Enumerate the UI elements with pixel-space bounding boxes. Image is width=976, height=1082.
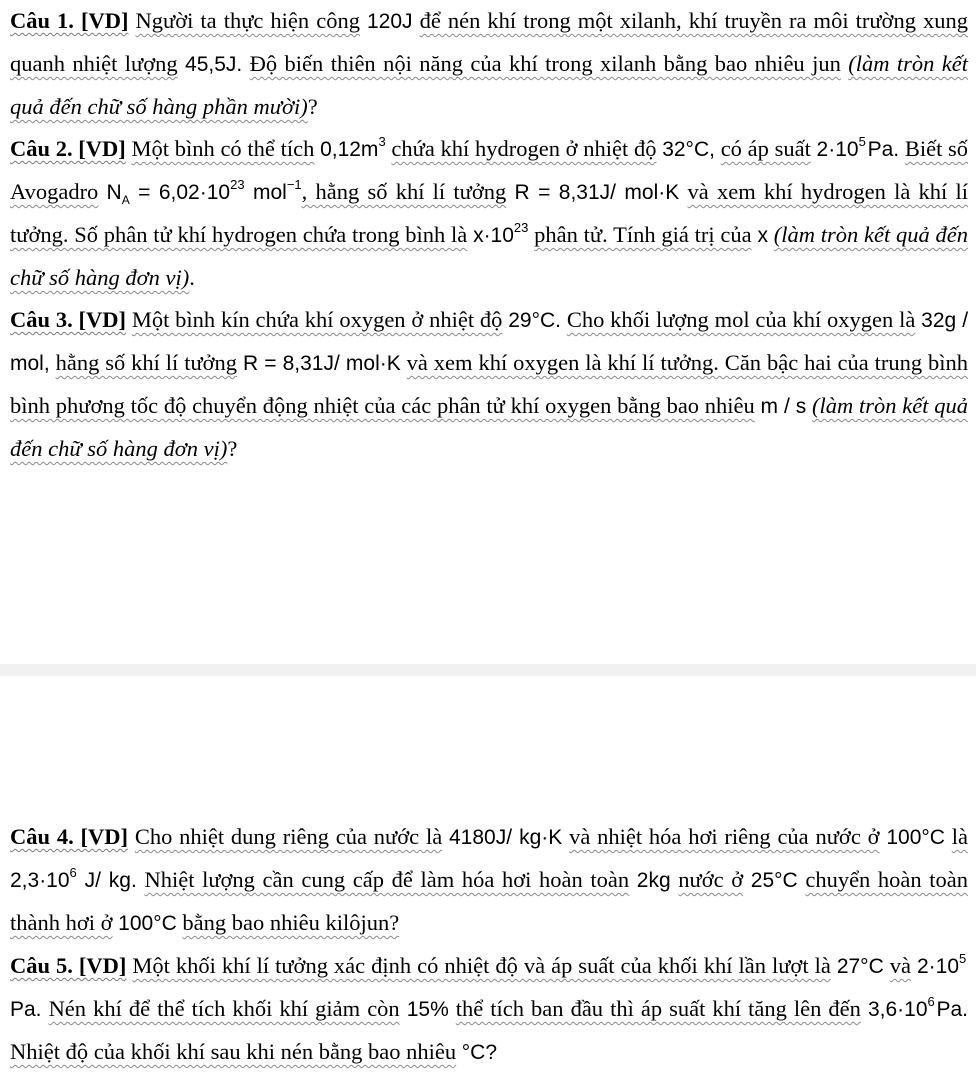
question-1-work: 120J [367,10,413,33]
question-4-text-f: chuyển hoàn toàn thành hơi ở [10,867,969,935]
question-2-temperature: 32°C, [662,138,715,161]
question-5-final-pressure: $3,6\cdot 10^6$ Pa. [867,994,969,1021]
question-4-text-e: nước ở [678,867,744,892]
question-5-text-d: thể tích ban đầu thì áp suất khí tăng lên đến [455,996,861,1021]
question-5-volume-percent: 15% [406,998,449,1021]
question-2-pressure: $2\cdot 10^5$ Pa. [816,134,900,161]
question-2-rounding-note: (làm tròn kết quả đến chữ số hàng đơn vị) [10,222,969,290]
question-4-text-a: Cho nhiệt dung riêng của nước là [134,824,443,849]
question-3-molar-mass: 32g / mol, [10,309,969,375]
question-2-variable-x: x [757,224,768,247]
questions-top-section [10,0,968,470]
question-1 [10,0,968,128]
question-5-label: Câu 5. [VD] [10,953,127,978]
question-4-final-temp: 100°C [118,912,177,935]
question-4-text-b: và nhiệt hóa hơi riêng của nước ở [569,824,880,849]
question-1-text-a: Người ta thực hiện công [135,8,360,33]
question-5-text-a: Một khối khí lí tưởng xác định có nhiệt độ và áp suất của khối khí lần lượt là [132,953,831,978]
question-4-boiling-temp: 100°C [886,826,945,849]
question-2 [10,128,968,299]
question-4-mass: 2kg [636,869,671,892]
question-2-text-g: phân tử. Tính giá trị của [534,222,752,247]
question-1-end: ? [307,94,318,119]
question-4-text-d: Nhiệt lượng cần cung cấp để làm hóa hơi hoàn toàn [144,867,630,892]
question-3-text-c: hằng số khí lí tưởng [55,350,238,375]
question-3-text-b: Cho khối lượng mol của khí oxygen là [566,307,916,332]
question-4-text-c: là [951,824,969,849]
question-4-label: Câu 4. [VD] [10,824,128,849]
page-separator [0,664,976,676]
question-4-initial-temp: 25°C [750,869,798,892]
question-1-heat: 45,5J. [185,53,243,76]
question-2-text-c: có áp suất [720,136,811,161]
question-5-text-e: Nhiệt độ của khối khí sau khi nén bằng bao nhiêu [10,1039,457,1064]
question-2-gas-constant: R = 8,31J/ mol·K [514,181,680,204]
question-2-avogadro: $N_A = 6,02\cdot 10^{23}$ mol$^{-1}$ [106,177,302,207]
question-3-text-d: và xem khí oxygen là khí lí tưởng. Căn bậc hai của trung bình bình phương tốc độ chuyển động nhiệt của các phân tử khí oxygen bằng bao nhiêu [10,350,968,418]
question-2-text-d: Biết số Avogadro [10,136,969,204]
questions-bottom-section [10,816,968,1074]
question-1-label: Câu 1. [VD] [10,8,129,33]
question-3-gas-constant: R = 8,31J/ mol·K [242,352,401,375]
question-2-text-b: chứa khí hydrogen ở nhiệt độ [391,136,657,161]
question-1-text-b: để nén khí trong một xilanh, khí truyền ra môi trường xung quanh nhiệt lượng [10,8,968,76]
question-5-text-b: và [889,953,911,978]
question-1-text-c: Độ biến thiên nội năng của khí trong xilanh bằng bao nhiêu jun [249,51,841,76]
question-5-unit: °C? [461,1041,498,1064]
question-3-temperature: 29°C. [508,309,561,332]
question-4 [10,816,968,945]
question-3-unit: m / s [760,395,807,418]
question-5-text-c: Nén khí để thể tích khối khí giảm còn [48,996,400,1021]
question-5-initial-pressure: $2\cdot 10^5$ Pa. [10,951,967,1021]
question-4-specific-heat: 4180J/ kg·K [449,826,563,849]
question-3-rounding-note: (làm tròn kết quả đến chữ số hàng đơn vị) [10,393,969,461]
question-2-label: Câu 2. [VD] [10,136,126,161]
question-2-unknown-count: $x\cdot 10^{23}$ [473,220,529,247]
question-4-latent-heat: $2,3\cdot 10^6$ J/ kg. [10,865,137,892]
question-3-label: Câu 3. [VD] [10,307,126,332]
question-4-text-g: bằng bao nhiêu kilôjun? [182,910,400,935]
question-2-text-a: Một bình có thể tích [131,136,315,161]
question-1-rounding-note: (làm tròn kết quả đến chữ số hàng phần mười) [10,51,969,119]
question-2-volume: $0,12m^3$ [320,134,386,161]
question-3-text-a: Một bình kín chứa khí oxygen ở nhiệt độ [131,307,503,332]
question-2-text-f: và xem khí hydrogen là khí lí tưởng. Số phân tử khí hydrogen chứa trong bình là [10,179,969,247]
question-3 [10,299,968,470]
question-3-end: ? [227,436,238,461]
question-5 [10,945,968,1074]
question-2-end: . [189,265,195,290]
question-2-text-e: , hằng số khí lí tưởng [301,179,507,204]
question-5-initial-temp: 27°C [836,955,884,978]
